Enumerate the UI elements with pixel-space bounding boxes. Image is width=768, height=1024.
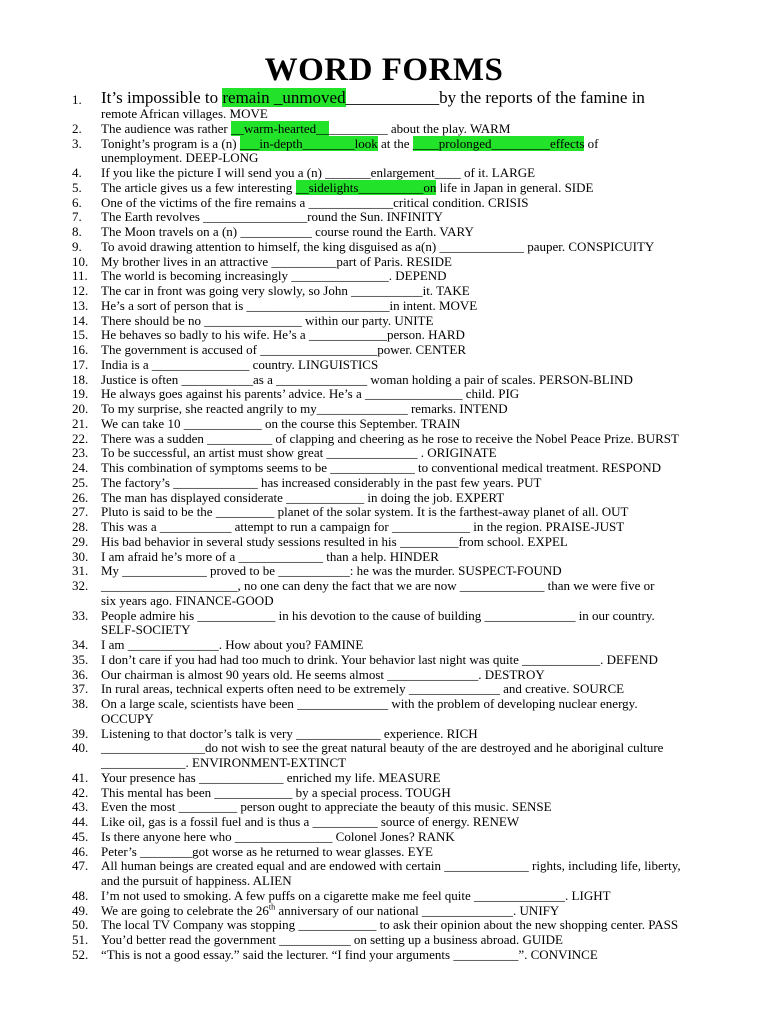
filled-answer: __sidelights__________on [295, 179, 437, 195]
item-number: 19. [72, 386, 89, 402]
sentence-text: In rural areas, technical experts often need to be extremely ______________ and creative. SOURCE [101, 681, 625, 697]
item-number: 33. [72, 607, 89, 623]
exercise-item [0, 535, 768, 550]
sentence-text: _________ about the play. WARM [329, 120, 511, 136]
exercise-item [0, 845, 768, 860]
sentence-text: There was a sudden __________ of clapping and cheering as he rose to receive the Nobel Peace Prize. BURST [101, 430, 679, 446]
item-sentence [101, 948, 701, 963]
item-sentence [101, 535, 701, 550]
exercise-item [0, 550, 768, 565]
item-number: 17. [72, 356, 89, 372]
item-number: 25. [72, 474, 89, 490]
exercise-item [0, 89, 768, 107]
item-number: 43. [72, 799, 89, 815]
sentence-text: The article gives us a few interesting [101, 179, 296, 195]
item-sentence [101, 476, 701, 491]
filled-answer: remain _unmoved [222, 88, 346, 107]
item-sentence [101, 520, 701, 535]
sentence-text: We can take 10 ____________ on the course this September. TRAIN [101, 415, 461, 431]
item-sentence [101, 299, 701, 314]
item-number: 28. [72, 519, 89, 534]
exercise-item [0, 343, 768, 358]
filled-answer: ____prolonged_________effects [412, 135, 585, 151]
item-sentence [101, 417, 701, 432]
item-continuation: _____________. ENVIRONMENT-EXTINCT [101, 755, 347, 770]
item-sentence [101, 255, 701, 270]
item-sentence [101, 933, 701, 948]
exercise-item [0, 476, 768, 491]
item-number: 10. [72, 253, 89, 269]
item-sentence [101, 491, 701, 506]
exercise-item [0, 417, 768, 432]
exercise-item [0, 299, 768, 314]
item-number: 49. [72, 902, 89, 918]
item-number: 24. [72, 460, 89, 475]
item-sentence [101, 181, 701, 196]
sentence-text: I’m not used to smoking. A few puffs on a cigarette make me feel quite ______________. LIGHT [101, 887, 611, 903]
ordinal-suffix: th [268, 902, 276, 912]
sentence-text: I am ______________. How about you? FAMINE [101, 637, 364, 652]
exercise-item [0, 697, 768, 712]
item-number: 7. [72, 209, 82, 225]
sentence-text: To be successful, an artist must show great ______________ . ORIGINATE [101, 445, 497, 461]
item-sentence [101, 668, 701, 683]
item-number: 38. [72, 696, 89, 711]
item-sentence [101, 859, 701, 874]
exercise-item [0, 682, 768, 697]
item-continuation: six years ago. FINANCE-GOOD [101, 592, 274, 608]
exercise-item [0, 373, 768, 388]
item-continuation: SELF-SOCIETY [101, 622, 191, 638]
exercise-item [0, 284, 768, 299]
item-sentence [101, 122, 701, 137]
sentence-text: If you like the picture I will send you a (n) _______enlargement____ of it. LARGE [101, 165, 536, 180]
item-sentence [101, 889, 701, 904]
item-sentence [101, 402, 701, 417]
exercise-item [0, 638, 768, 653]
item-number: 30. [72, 548, 89, 564]
item-sentence [101, 741, 701, 756]
sentence-text: My brother lives in an attractive __________part of Paris. RESIDE [101, 253, 452, 269]
exercise-item [0, 564, 768, 579]
exercise-item [0, 314, 768, 329]
item-sentence [101, 800, 701, 815]
item-sentence [101, 727, 701, 742]
item-sentence [101, 387, 701, 402]
item-continuation: remote African villages. MOVE [101, 106, 268, 121]
exercise-item [0, 432, 768, 447]
sentence-text: ___________by the reports of the famine in [345, 88, 645, 107]
exercise-item [0, 461, 768, 476]
item-number: 44. [72, 814, 89, 829]
item-continuation: and the pursuit of happiness. ALIEN [101, 873, 292, 888]
sentence-text: _____________________, no one can deny the fact that we are now _____________ than we were five or [101, 578, 655, 593]
item-sentence [101, 697, 701, 712]
item-number: 16. [72, 342, 89, 357]
item-number: 4. [72, 165, 82, 180]
exercise-item [0, 122, 768, 137]
sentence-text: We are going to celebrate the 26 [101, 902, 269, 918]
item-sentence [101, 343, 701, 358]
item-number: 1. [72, 92, 82, 107]
item-sentence [101, 225, 701, 240]
exercise-item [0, 181, 768, 196]
sentence-text: You’d better read the government ___________ on setting up a business abroad. GUIDE [101, 932, 563, 947]
filled-answer: __warm-hearted__ [230, 120, 330, 136]
item-number: 35. [72, 651, 89, 667]
sentence-text: This was a ___________ attempt to run a campaign for ____________ in the region. PRAISE-JUST [101, 519, 625, 534]
exercise-item [0, 166, 768, 181]
sentence-text: The man has displayed considerate ____________ in doing the job. EXPERT [101, 489, 505, 505]
item-sentence [101, 373, 701, 388]
sentence-text: The car in front was going very slowly, so John ___________it. TAKE [101, 283, 470, 298]
item-sentence [101, 830, 701, 845]
sentence-text: The audience was rather [101, 120, 231, 136]
item-sentence [101, 815, 701, 830]
item-sentence [101, 461, 701, 476]
item-number: 37. [72, 681, 89, 697]
sentence-text: “This is not a good essay.” said the lecturer. “I find your arguments __________”. CONVINCE [101, 946, 598, 962]
item-sentence [101, 240, 701, 255]
item-number: 23. [72, 445, 89, 461]
sentence-text: The local TV Company was stopping ____________ to ask their opinion about the new shopping center. PASS [101, 917, 679, 933]
sentence-text: The world is becoming increasingly _______________. DEPEND [101, 268, 447, 284]
item-sentence [101, 682, 701, 697]
item-sentence [101, 653, 701, 668]
sentence-text: He always goes against his parents’ advice. He’s a _______________ child. PIG [101, 386, 520, 402]
sentence-text: Peter’s ________got worse as he returned to wear glasses. EYE [101, 843, 433, 859]
item-sentence [101, 196, 701, 211]
sentence-text: To avoid drawing attention to himself, the king disguised as a(n) _____________ pauper. CONSPICUITY [101, 238, 655, 254]
sentence-text: life in Japan in general. SIDE [436, 179, 594, 195]
exercise-item [0, 609, 768, 624]
sentence-text: Even the most _________ person ought to appreciate the beauty of this music. SENSE [101, 799, 552, 815]
page-title: WORD FORMS [264, 52, 504, 88]
item-continuation: unemployment. DEEP-LONG [101, 150, 259, 166]
sentence-text: All human beings are created equal and are endowed with certain _____________ rights, including life, liberty, [101, 858, 681, 874]
exercise-item [0, 815, 768, 830]
exercise-item [0, 918, 768, 933]
sentence-text: He’s a sort of person that is ______________________in intent. MOVE [101, 297, 478, 313]
sentence-text: He behaves so badly to his wife. He’s a ____________person. HARD [101, 327, 465, 343]
item-number: 47. [72, 858, 89, 874]
sentence-text: Pluto is said to be the _________ planet of the solar system. It is the farthest-away planet of all. OUT [101, 504, 629, 520]
sentence-text: Like oil, gas is a fossil fuel and is thus a __________ source of energy. RENEW [101, 814, 520, 829]
exercise-item [0, 196, 768, 211]
item-sentence [101, 918, 701, 933]
exercise-item [0, 786, 768, 801]
sentence-text: The factory’s _____________ has increased considerably in the past few years. PUT [101, 474, 542, 490]
item-number: 32. [72, 578, 89, 593]
sentence-text: India is a _______________ country. LINGUISTICS [101, 356, 379, 372]
item-number: 21. [72, 415, 89, 431]
sentence-text: The government is accused of __________________power. CENTER [101, 342, 467, 357]
item-number: 48. [72, 887, 89, 903]
sentence-text: Is there anyone here who _______________ Colonel Jones? RANK [101, 828, 455, 844]
exercise-item [0, 225, 768, 240]
sentence-text: of [584, 135, 599, 151]
item-number: 41. [72, 769, 89, 785]
exercise-item [0, 653, 768, 668]
sentence-text: Listening to that doctor’s talk is very _____________ experience. RICH [101, 725, 478, 741]
item-sentence [101, 284, 701, 299]
exercise-item [0, 328, 768, 343]
item-number: 51. [72, 932, 89, 947]
item-sentence [101, 446, 701, 461]
item-number: 50. [72, 917, 89, 933]
item-number: 45. [72, 828, 89, 844]
item-number: 20. [72, 401, 89, 416]
exercise-item [0, 727, 768, 742]
sentence-text: at the [377, 135, 413, 151]
item-sentence [101, 89, 701, 107]
item-sentence [101, 609, 701, 624]
exercise-item [0, 741, 768, 756]
sentence-text: Your presence has _____________ enriched my life. MEASURE [101, 769, 441, 785]
sentence-text: Tonight’s program is a (n) [101, 135, 240, 151]
exercise-item [0, 240, 768, 255]
item-sentence [101, 904, 701, 919]
exercise-item [0, 859, 768, 874]
item-sentence [101, 269, 701, 284]
sentence-text: The Moon travels on a (n) ___________ course round the Earth. VARY [101, 224, 474, 239]
item-number: 11. [72, 268, 88, 284]
exercise-item [0, 255, 768, 270]
sentence-text: I am afraid he’s more of a _____________ than a help. HINDER [101, 548, 439, 564]
item-number: 18. [72, 371, 89, 387]
item-sentence [101, 845, 701, 860]
item-number: 36. [72, 666, 89, 682]
exercise-item [0, 446, 768, 461]
item-number: 29. [72, 533, 89, 549]
item-sentence [101, 166, 701, 181]
item-number: 27. [72, 504, 89, 520]
item-number: 3. [72, 135, 82, 151]
exercise-item [0, 668, 768, 683]
item-number: 31. [72, 563, 89, 579]
item-number: 14. [72, 312, 89, 328]
item-number: 46. [72, 843, 89, 859]
exercise-item [0, 948, 768, 963]
exercise-item [0, 210, 768, 225]
item-number: 8. [72, 224, 82, 239]
sentence-text: Justice is often ___________as a ______________ woman holding a pair of scales. PERSON-BLIND [101, 371, 633, 387]
exercise-item [0, 269, 768, 284]
exercise-item [0, 904, 768, 919]
sentence-text: ________________do not wish to see the great natural beauty of the are destroyed and he aboriginal culture [101, 740, 664, 756]
exercise-item [0, 933, 768, 948]
item-sentence [101, 210, 701, 225]
sentence-text: My _____________ proved to be ___________: he was the murder. SUSPECT-FOUND [101, 563, 562, 579]
item-number: 2. [72, 120, 82, 136]
sentence-text: This combination of symptoms seems to be _____________ to conventional medical treatment. RESPOND [101, 460, 662, 475]
filled-answer: ___in-depth________look [239, 135, 378, 151]
item-number: 5. [72, 179, 82, 195]
item-number: 26. [72, 489, 89, 505]
sentence-text: One of the victims of the fire remains a _____________critical condition. CRISIS [101, 194, 529, 210]
item-sentence [101, 550, 701, 565]
item-number: 15. [72, 327, 89, 343]
exercise-item [0, 800, 768, 815]
sentence-text: On a large scale, scientists have been ______________ with the problem of developing nuclear energy. [101, 696, 638, 711]
item-sentence [101, 786, 701, 801]
item-number: 12. [72, 283, 89, 298]
sentence-text: People admire his ____________ in his devotion to the cause of building ______________ in our country. [101, 607, 655, 623]
exercise-item [0, 358, 768, 373]
item-continuation: OCCUPY [101, 710, 154, 726]
exercise-item [0, 771, 768, 786]
exercise-item [0, 505, 768, 520]
sentence-text: His bad behavior in several study sessions resulted in his _________from school. EXPEL [101, 533, 568, 549]
item-sentence [101, 314, 701, 329]
item-sentence [101, 564, 701, 579]
sentence-text: There should be no _______________ within our party. UNITE [101, 312, 434, 328]
exercise-item [0, 402, 768, 417]
item-sentence [101, 579, 701, 594]
item-sentence [101, 137, 701, 152]
item-number: 13. [72, 297, 89, 313]
exercise-item [0, 889, 768, 904]
exercise-list [0, 89, 768, 963]
item-sentence [101, 358, 701, 373]
item-sentence [101, 505, 701, 520]
item-number: 34. [72, 637, 89, 652]
item-sentence [101, 638, 701, 653]
sentence-text: I don’t care if you had had too much to drink. Your behavior last night was quite ____________. DEFEND [101, 651, 658, 667]
exercise-item [0, 491, 768, 506]
item-sentence [101, 432, 701, 447]
item-number: 22. [72, 430, 89, 446]
exercise-item [0, 137, 768, 152]
sentence-text: It’s impossible to [101, 88, 223, 107]
sentence-text: The Earth revolves ________________round the Sun. INFINITY [101, 209, 443, 225]
item-number: 40. [72, 740, 89, 756]
exercise-item [0, 520, 768, 535]
sentence-text: This mental has been ____________ by a special process. TOUGH [101, 784, 451, 800]
item-number: 42. [72, 784, 89, 800]
exercise-item [0, 579, 768, 594]
item-sentence [101, 771, 701, 786]
sentence-text: To my surprise, she reacted angrily to my______________ remarks. INTEND [101, 401, 508, 416]
item-number: 39. [72, 725, 89, 741]
item-number: 52. [72, 946, 89, 962]
exercise-item [0, 830, 768, 845]
sentence-text: anniversary of our national ______________. UNIFY [275, 902, 560, 918]
exercise-item [0, 387, 768, 402]
item-sentence [101, 328, 701, 343]
sentence-text: Our chairman is almost 90 years old. He seems almost ______________. DESTROY [101, 666, 545, 682]
item-number: 9. [72, 238, 82, 254]
item-number: 6. [72, 194, 82, 210]
